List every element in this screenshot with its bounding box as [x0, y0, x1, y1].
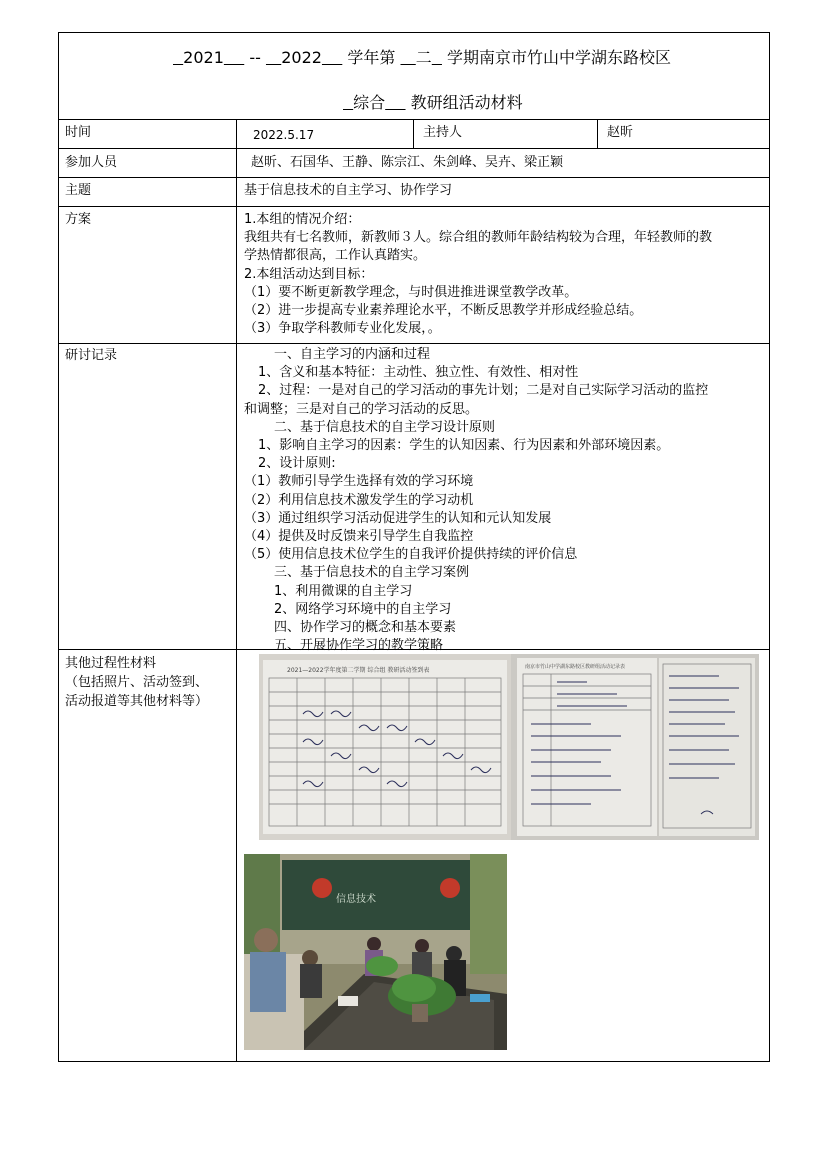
- sign-in-sheet-photo: [259, 654, 511, 840]
- record-line: 和调整；三是对自己的学习活动的反思。: [244, 401, 479, 417]
- record-line: 五、开展协作学习的教学策略: [274, 638, 444, 654]
- plan-line: 学热情都很高，工作认真踏实。: [244, 248, 427, 264]
- form-title-line-2: [343, 90, 523, 113]
- record-sheet-title: 南京市竹山中学湖东路校区教研组活动记录表: [525, 664, 626, 670]
- record-line: （4）提供及时反馈来引导学生自我监控: [244, 529, 474, 545]
- row-other-materials: [59, 650, 769, 1062]
- sign-in-sheet-title: 2021—2022学年度第二学期 综合组 教研活动签到表: [287, 667, 430, 674]
- record-line: 1、含义和基本特征：主动性、独立性、有效性、相对性: [258, 365, 579, 381]
- record-content: [244, 346, 767, 655]
- topic-value: 基于信息技术的自主学习、协作学习: [244, 183, 453, 198]
- host-value: 赵昕: [607, 125, 634, 140]
- plan-line: 1.本组的情况介绍：: [244, 212, 361, 227]
- row-plan: [59, 207, 769, 344]
- plan-line: （1）要不断更新教学理念，与时俱进推进课堂教学改革。: [244, 284, 578, 300]
- row-topic: [59, 178, 769, 207]
- form-header: [59, 33, 769, 120]
- record-line: （2）利用信息技术激发学生的学习动机: [244, 492, 474, 508]
- record-label: 研讨记录: [65, 348, 118, 363]
- time-value: 2022.5.17: [253, 128, 315, 142]
- record-line: 2、网络学习环境中的自主学习: [274, 601, 452, 617]
- record-sheet-photo: [511, 654, 759, 840]
- plan-line: （3）争取学科教师专业化发展，。: [244, 321, 441, 337]
- record-line: 三、基于信息技术的自主学习案例: [274, 565, 470, 581]
- year-end: 2022: [281, 48, 322, 67]
- row-record: [59, 344, 769, 654]
- other-label-line: 活动报道等其他材料等）: [65, 694, 209, 709]
- row-time: [59, 120, 769, 149]
- other-label-line: 其他过程性材料: [65, 656, 157, 671]
- plan-content: [244, 211, 767, 338]
- record-line: 一、自主学习的内涵和过程: [274, 347, 431, 362]
- plan-line: （2）进一步提高专业素养理论水平，不断反思教学并形成经验总结。: [244, 303, 643, 319]
- plan-line: 2.本组活动达到目标：: [244, 266, 374, 282]
- other-label: [65, 654, 208, 711]
- record-line: 2、设计原则:: [258, 456, 336, 472]
- year-separator: --: [249, 48, 261, 67]
- participants-label: 参加人员: [65, 155, 118, 170]
- record-line: 四、协作学习的概念和基本要素: [274, 620, 457, 636]
- plan-label: 方案: [65, 212, 92, 227]
- record-line: （3）通过组织学习活动促进学生的认知和元认知发展: [244, 510, 552, 526]
- participants-value: 赵昕、石国华、王静、陈宗江、朱剑峰、吴卉、梁正颖: [251, 155, 564, 170]
- time-label: 时间: [65, 125, 92, 140]
- record-line: 二、基于信息技术的自主学习设计原则: [274, 419, 496, 435]
- group-suffix: 教研组活动材料: [410, 93, 523, 112]
- school-year-text: 学年第: [347, 48, 396, 67]
- blackboard-text: 信息技术: [336, 894, 376, 905]
- school-name: 学期南京市竹山中学湖东路校区: [447, 48, 672, 67]
- year-start: 2021: [183, 48, 224, 67]
- term-number: 二: [415, 48, 432, 67]
- other-label-line: （包括照片、活动签到、: [65, 675, 209, 690]
- record-line: 2、过程：一是对自己的学习活动的事先计划；二是对自己实际学习活动的监控: [258, 383, 709, 399]
- group-name: 综合: [353, 93, 386, 112]
- meeting-photo: [244, 854, 507, 1050]
- form-title-line-1: [173, 45, 671, 68]
- topic-label: 主题: [65, 183, 92, 198]
- record-line: （5）使用信息技术位学生的自我评价提供持续的评价信息: [244, 547, 578, 563]
- record-line: （1）教师引导学生选择有效的学习环境: [244, 474, 474, 490]
- record-line: 1、利用微课的自主学习: [274, 583, 413, 599]
- plan-line: 我组共有七名教师，新教师３人。综合组的教师年龄结构较为合理，年轻教师的教: [244, 230, 713, 246]
- activity-form: [58, 32, 770, 1062]
- host-label: 主持人: [423, 125, 463, 140]
- row-participants: [59, 149, 769, 178]
- record-line: 1、影响自主学习的因素：学生的认知因素、行为因素和外部环境因素。: [258, 438, 670, 454]
